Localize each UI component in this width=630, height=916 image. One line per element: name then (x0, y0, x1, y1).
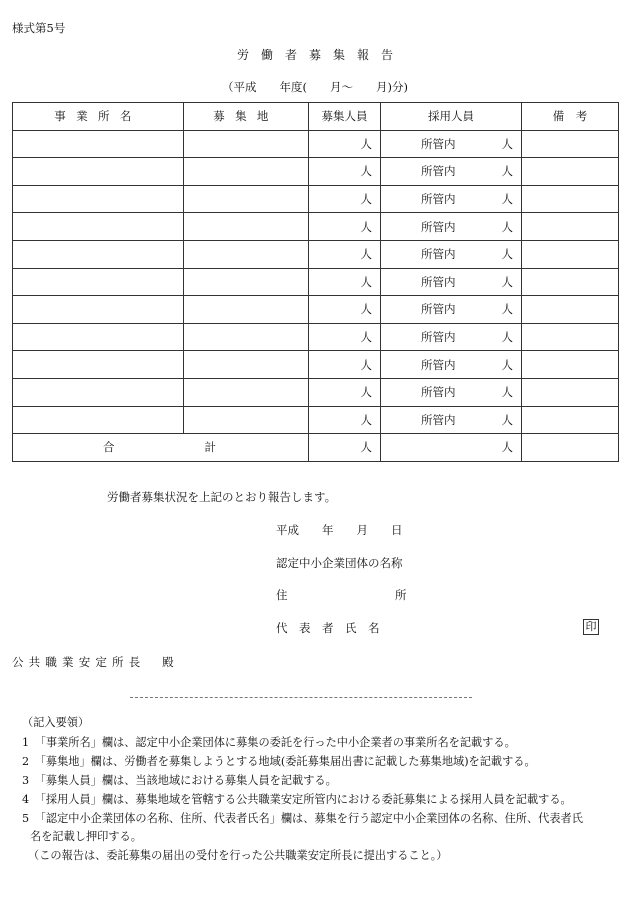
business-name-cell[interactable] (13, 378, 184, 406)
unit-label: 人 (501, 412, 513, 427)
total-row (13, 434, 619, 462)
recruitment-area-cell[interactable] (184, 351, 309, 379)
instruction-item-continued: 名を記載し押印する。 (30, 830, 142, 843)
total-recruitment-cell[interactable] (309, 434, 381, 462)
unit-label: 人 (360, 247, 372, 262)
table-row (13, 351, 619, 379)
total-hired-cell[interactable] (381, 434, 522, 462)
recruitment-area-cell[interactable] (184, 406, 309, 434)
recruitment-area-cell[interactable] (184, 378, 309, 406)
table-row (13, 296, 619, 324)
unit-label: 人 (360, 192, 372, 207)
instruction-item: 3 「募集人員」欄は、当該地域における募集人員を記載する。 (22, 774, 337, 787)
table-row (13, 185, 619, 213)
recruitment-count-cell[interactable] (309, 240, 381, 268)
unit-label: 人 (501, 136, 513, 151)
unit-label: 人 (360, 302, 372, 317)
jurisdiction-label: 所管内 (421, 302, 456, 317)
unit-label: 人 (501, 357, 513, 372)
recruitment-count-cell[interactable] (309, 378, 381, 406)
unit-label: 人 (501, 385, 513, 400)
remarks-cell[interactable] (522, 185, 619, 213)
recruitment-count-cell[interactable] (309, 406, 381, 434)
unit-label: 人 (360, 440, 372, 455)
total-label-1: 合 (103, 440, 115, 455)
table-row (13, 158, 619, 186)
recruitment-area-cell[interactable] (184, 323, 309, 351)
hired-count-cell[interactable] (381, 378, 522, 406)
unit-label: 人 (501, 164, 513, 179)
hired-count-cell[interactable] (381, 406, 522, 434)
business-name-cell[interactable] (13, 351, 184, 379)
instruction-item: 4 「採用人員」欄は、募集地域を管轄する公共職業安定所管内における委託募集による採用人員を記載する。 (22, 793, 572, 806)
remarks-cell[interactable] (522, 351, 619, 379)
jurisdiction-label: 所管内 (421, 412, 456, 427)
unit-label: 人 (501, 302, 513, 317)
remarks-cell[interactable] (522, 406, 619, 434)
instruction-item: 2 「募集地」欄は、労働者を募集しようとする地域(委託募集届出書に記載した募集地域)を記載する。 (22, 755, 536, 768)
business-name-cell[interactable] (13, 130, 184, 158)
unit-label: 人 (501, 192, 513, 207)
seal-mark: 印 (583, 619, 599, 635)
remarks-cell[interactable] (522, 268, 619, 296)
business-name-cell[interactable] (13, 296, 184, 324)
header-remarks: 備 考 (522, 103, 619, 131)
recruitment-count-cell[interactable] (309, 296, 381, 324)
unit-label: 人 (360, 357, 372, 372)
remarks-cell[interactable] (522, 378, 619, 406)
unit-label: 人 (501, 247, 513, 262)
remarks-cell[interactable] (522, 296, 619, 324)
page-title: 労 働 者 募 集 報 告 (236, 48, 393, 62)
unit-label: 人 (360, 219, 372, 234)
hired-count-cell[interactable] (381, 158, 522, 186)
table-header-row (13, 103, 619, 131)
remarks-cell[interactable] (522, 130, 619, 158)
recruitment-area-cell[interactable] (184, 158, 309, 186)
business-name-cell[interactable] (13, 240, 184, 268)
report-table (12, 102, 619, 462)
addressee: 公共職業安定所長 殿 (12, 655, 179, 669)
jurisdiction-label: 所管内 (421, 385, 456, 400)
org-name-label: 認定中小企業団体の名称 (276, 556, 403, 570)
unit-label: 人 (501, 274, 513, 289)
remarks-cell[interactable] (522, 240, 619, 268)
report-period: （平成 年度( 月～ 月)分) (222, 80, 408, 94)
recruitment-count-cell[interactable] (309, 351, 381, 379)
header-business-name: 事業所名 (13, 103, 184, 131)
hired-count-cell[interactable] (381, 130, 522, 158)
recruitment-area-cell[interactable] (184, 240, 309, 268)
unit-label: 人 (501, 219, 513, 234)
cut-line-divider (130, 697, 472, 698)
total-label-2: 計 (204, 440, 216, 455)
business-name-cell[interactable] (13, 406, 184, 434)
business-name-cell[interactable] (13, 158, 184, 186)
jurisdiction-label: 所管内 (421, 136, 456, 151)
total-remarks-cell[interactable] (522, 434, 619, 462)
business-name-cell[interactable] (13, 323, 184, 351)
unit-label: 人 (360, 274, 372, 289)
recruitment-area-cell[interactable] (184, 213, 309, 241)
recruitment-count-cell[interactable] (309, 130, 381, 158)
unit-label: 人 (360, 412, 372, 427)
recruitment-area-cell[interactable] (184, 296, 309, 324)
business-name-cell[interactable] (13, 185, 184, 213)
instructions-footer: （この報告は、委託募集の届出の受付を行った公共職業安定所長に提出すること。） (28, 849, 448, 862)
instruction-item: 5 「認定中小企業団体の名称、住所、代表者氏名」欄は、募集を行う認定中小企業団体の名称、住所、代表者氏 (22, 812, 583, 825)
recruitment-area-cell[interactable] (184, 185, 309, 213)
table-row (13, 240, 619, 268)
table-row (13, 130, 619, 158)
recruitment-count-cell[interactable] (309, 185, 381, 213)
table-row (13, 406, 619, 434)
address-label-2: 所 (395, 588, 407, 602)
remarks-cell[interactable] (522, 213, 619, 241)
jurisdiction-label: 所管内 (421, 219, 456, 234)
jurisdiction-label: 所管内 (421, 164, 456, 179)
unit-label: 人 (360, 385, 372, 400)
unit-label: 人 (501, 440, 513, 455)
hired-count-cell[interactable] (381, 323, 522, 351)
recruitment-count-cell[interactable] (309, 213, 381, 241)
table-row (13, 213, 619, 241)
recruitment-area-cell[interactable] (184, 268, 309, 296)
instruction-item: 1 「事業所名」欄は、認定中小企業団体に募集の委託を行った中小企業者の事業所名を記載する。 (22, 736, 516, 749)
statement-text: 労働者募集状況を上記のとおり報告します。 (107, 490, 337, 504)
jurisdiction-label: 所管内 (421, 357, 456, 372)
unit-label: 人 (360, 330, 372, 345)
business-name-cell[interactable] (13, 213, 184, 241)
jurisdiction-label: 所管内 (421, 192, 456, 207)
unit-label: 人 (501, 330, 513, 345)
instructions-heading: （記入要領） (22, 716, 90, 729)
hired-count-cell[interactable] (381, 213, 522, 241)
date-line: 平成 年 月 日 (276, 523, 403, 537)
header-hired-count: 採用人員 (381, 103, 522, 131)
representative-label: 代 表 者 氏 名 (276, 621, 380, 635)
unit-label: 人 (360, 136, 372, 151)
hired-count-cell[interactable] (381, 185, 522, 213)
remarks-cell[interactable] (522, 323, 619, 351)
unit-label: 人 (360, 164, 372, 179)
recruitment-count-cell[interactable] (309, 268, 381, 296)
form-number: 様式第5号 (12, 21, 66, 35)
remarks-cell[interactable] (522, 158, 619, 186)
jurisdiction-label: 所管内 (421, 247, 456, 262)
table-row (13, 378, 619, 406)
table-row (13, 268, 619, 296)
recruitment-area-cell[interactable] (184, 130, 309, 158)
header-recruitment-area: 募集地 (184, 103, 309, 131)
recruitment-count-cell[interactable] (309, 158, 381, 186)
total-label-cell (13, 434, 309, 462)
hired-count-cell[interactable] (381, 351, 522, 379)
table-row (13, 323, 619, 351)
address-label-1: 住 (276, 588, 288, 602)
business-name-cell[interactable] (13, 268, 184, 296)
header-recruitment-count: 募集人員 (309, 103, 381, 131)
jurisdiction-label: 所管内 (421, 274, 456, 289)
hired-count-cell[interactable] (381, 296, 522, 324)
recruitment-count-cell[interactable] (309, 323, 381, 351)
hired-count-cell[interactable] (381, 240, 522, 268)
hired-count-cell[interactable] (381, 268, 522, 296)
jurisdiction-label: 所管内 (421, 330, 456, 345)
